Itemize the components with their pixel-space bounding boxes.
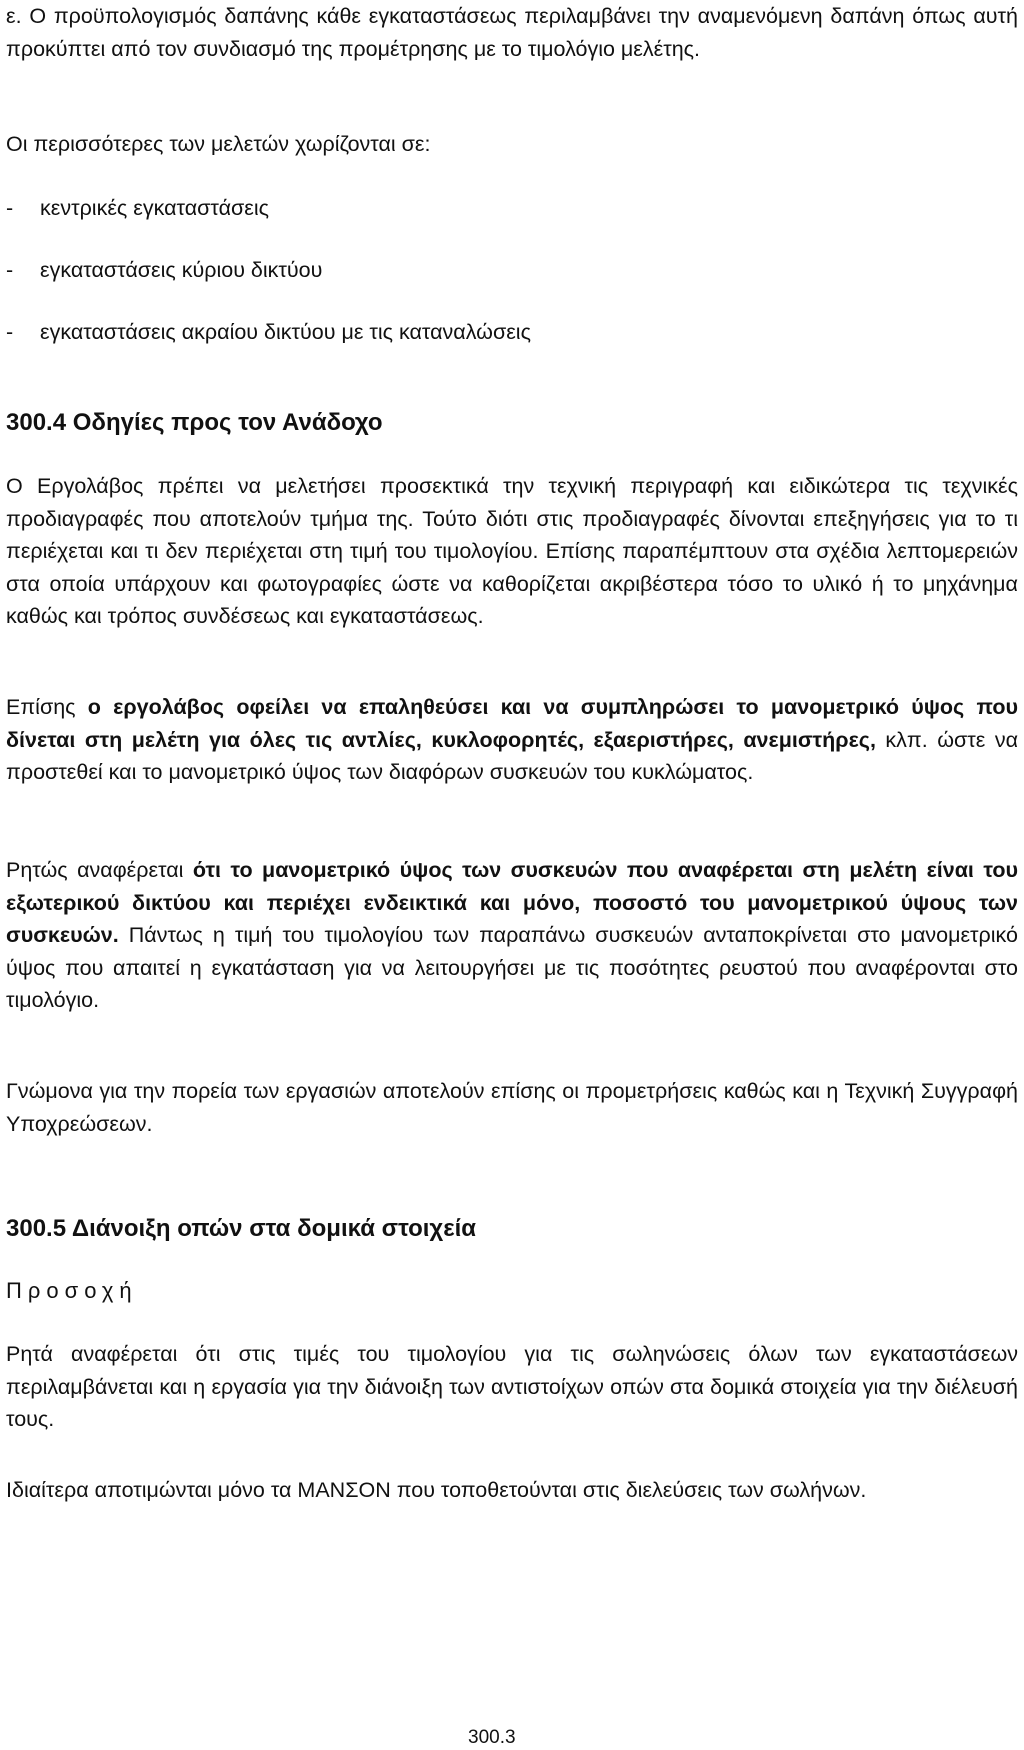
paragraph: Ιδιαίτερα αποτιμώνται μόνο τα ΜΑΝΣΟΝ που τοποθετούνται στις διελεύσεις των σωλήνων.	[6, 1478, 867, 1502]
paragraph: Ο Εργολάβος πρέπει να μελετήσει προσεκτικά την τεχνική περιγραφή και ειδικώτερα τις τεχνικές προδιαγραφές που αποτελούν τμήμα της. Τούτο διότι στις προδιαγραφές δίνονται επεξηγήσεις για το τι περιέχεται και τι δεν περιέχεται στη τιμή του τιμολογίου. Επίσης παραπέμπτουν στα σχέδια λεπτομερειών στα οποία υπάρχουν και φωτογραφίες ώστε να καθορίζεται ακριβέστερα τόσο το υλικό ή το μηχάνημα καθώς και τρόπος συνδέσεως και εγκαταστάσεως.	[6, 474, 1018, 628]
list-item	[6, 317, 531, 347]
paragraph: Ρητά αναφέρεται ότι στις τιμές του τιμολογίου για τις σωληνώσεις όλων των εγκαταστάσεων περιλαμβάνεται και η εργασία για την διάνοιξη των αντιστοίχων οπών στα δομικά στοιχεία για την διέλευσή τους.	[6, 1342, 1018, 1431]
intro-paragraph: ε. Ο προϋπολογισμός δαπάνης κάθε εγκαταστάσεως περιλαμβάνει την αναμενόμενη δαπάνη όπως αυτή προκύπτει από τον συνδιασμό της προμέτρησης με το τιμολόγιο μελέτης.	[6, 4, 1018, 61]
bold-text-run: ότι το μανομετρικό ύψος των συσκευών που αναφέρεται στη μελέτη είναι του εξωτερικού δικτύου και περιέχει ενδεικτικά και μόνο, ποσοστό του μανομετρικού ύψους των συσκευών.	[6, 858, 1018, 947]
paragraph: Γνώμονα για την πορεία των εργασιών αποτελούν επίσης οι προμετρήσεις καθώς και η Τεχνική Συγγραφή Υποχρεώσεων.	[6, 1079, 1018, 1136]
attention-label: Προσοχή	[6, 1278, 138, 1303]
list-item	[6, 193, 269, 223]
list-item	[6, 255, 322, 285]
list-dash: -	[6, 258, 14, 282]
section-heading: 300.4 Οδηγίες προς τον Ανάδοχο	[6, 409, 383, 436]
text-run: κλπ. ώστε να προστεθεί και το μανομετρικό ύψος των διαφόρων συσκευών του κυκλώματος.	[6, 727, 1019, 784]
bold-text-run: ο εργολάβος οφείλει να επαληθεύσει και να συμπληρώσει το μανομετρικό ύψος που δίνεται στη μελέτη για όλες τις αντλίες, κυκλοφορητές, εξαεριστήρες, ανεμιστήρες,	[6, 695, 1018, 752]
list-item-text: κεντρικές εγκαταστάσεις	[40, 196, 270, 220]
split-intro: Οι περισσότερες των μελετών χωρίζονται σε:	[6, 132, 431, 156]
list-item-text: εγκαταστάσεις ακραίου δικτύου με τις καταναλώσεις	[40, 320, 531, 344]
list-item-text: εγκαταστάσεις κύριου δικτύου	[40, 258, 323, 282]
text-run: Πάντως η τιμή του τιμολογίου των παραπάνω συσκευών ανταποκρίνεται στο μανομετρικό ύψος που απαιτεί η εγκατάσταση για να λειτουργήσει με τις ποσότητες ρευστού που αναφέρονται στο τιμολόγιο.	[6, 923, 1018, 1012]
page-number: 300.3	[468, 1727, 516, 1748]
text-run: Επίσης	[6, 695, 88, 719]
section-heading: 300.5 Διάνοιξη οπών στα δομικά στοιχεία	[6, 1215, 477, 1242]
paragraph	[6, 854, 1018, 1017]
list-dash: -	[6, 196, 14, 220]
text-run: Ρητώς αναφέρεται	[6, 858, 193, 882]
paragraph	[6, 691, 1018, 789]
list-dash: -	[6, 320, 14, 344]
